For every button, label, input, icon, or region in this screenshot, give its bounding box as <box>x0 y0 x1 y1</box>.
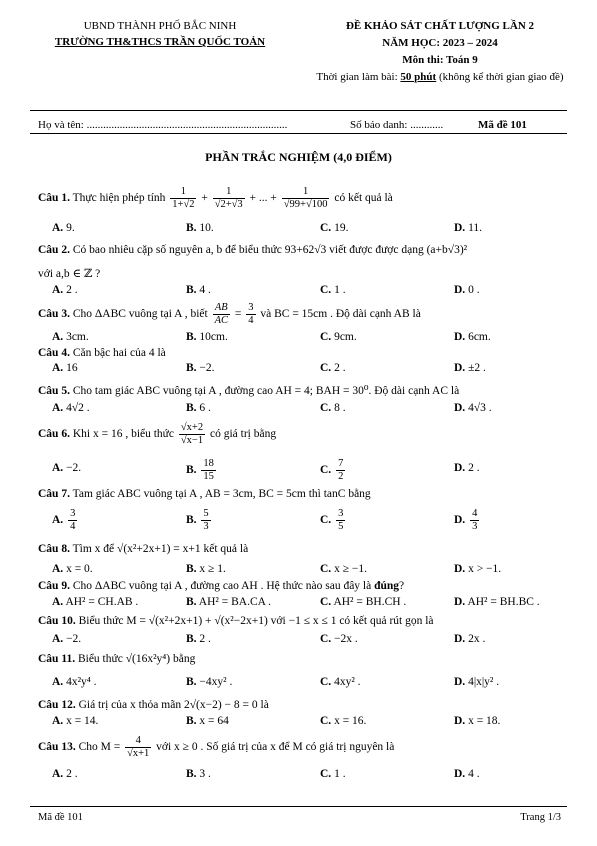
time-info: Thời gian làm bài: 50 phút (không kể thời gian giao đề) <box>316 71 564 83</box>
school-year: NĂM HỌC: 2023 – 2024 <box>382 37 498 49</box>
question-12: Câu 12. Giá trị của x thỏa mãn 2√(x−2) − 8 = 0 là <box>38 699 269 711</box>
page-number: Trang 1/3 <box>520 812 561 823</box>
footer-divider <box>30 806 567 807</box>
option-a: 9. <box>66 222 75 234</box>
exam-title: ĐỀ KHẢO SÁT CHẤT LƯỢNG LẦN 2 <box>345 20 535 32</box>
department-name: UBND THÀNH PHỐ BẮC NINH <box>83 20 237 32</box>
question-4: Câu 4. Căn bậc hai của 4 là <box>38 347 166 359</box>
exam-header <box>290 18 590 86</box>
exam-code: Mã đề 101 <box>478 119 527 131</box>
question-2: Câu 2. Có bao nhiêu cặp số nguyên a, b để biểu thức 93+62√3 viết được được dạng (a+b√3)² <box>38 244 468 256</box>
subject: Môn thi: Toán 9 <box>402 54 478 66</box>
question-6: Câu 6. Khi x = 16 , biểu thức $\frac{√x+2}{√x-1}$ có giá trị bằng <box>38 422 277 446</box>
question-8: Câu 8. Tìm x để √(x²+2x+1) = x+1 kết quả là <box>38 543 249 555</box>
option-c: 19. <box>334 222 349 234</box>
question-5: Câu 5. Cho tam giác ABC vuông tại A , đường cao AH = 4; BAH = 30⁰. Độ dài cạnh AC là <box>38 385 460 397</box>
question-1: Câu 1. Thực hiện phép tính $\frac{1}{1+√2}$ + $\frac{1}{√2+√3}$ + ... + $\frac{1}{√99+√100}$ có kết quả là <box>38 186 393 210</box>
question-11: Câu 11. Biểu thức √(16x²y⁴) bằng <box>38 653 196 665</box>
question-3: Câu 3. Cho ΔABC vuông tại A , biết $\frac{AB}{AC}$ = $\frac{3}{4}$ và BC = 15cm . Độ dài cạnh AB là <box>38 302 421 326</box>
option-d: 11. <box>468 222 483 234</box>
question-13: Câu 13. Cho M = $\frac{4}{√x+1}$ với x ≥ 0 . Số giá trị của x để M có giá trị nguyên là <box>38 735 395 759</box>
option-b: 10. <box>199 222 214 234</box>
exam-page: UBND THÀNH PHỐ BẮC NINH TRƯỜNG TH&THCS TRẦN QUỐC TOẢN ĐỀ KHẢO SÁT CHẤT LƯỢNG LẦN 2 NĂM HỌC: 2023 – 2024 Môn thi: Toán 9 Thời gian làm bài: 50 phút (không kể thời gian giao đề) Họ và tên: ......................................................................... Số báo danh: ............ Mã đề 101 PHẦN TRẮC NGHIỆM (4,0 ĐIỂM) Câu 1. Thực hiện phép tính $\frac{1}{1+√2}$ + $\frac{1}{√2+√3}$ + ... + $\frac{1}{√99+√100}$ có kết quả là A. 9. B. 10. C. 19. D. 11. Câu 2. Có bao nhiêu cặp số nguyên a, b để biểu thức 93+62√3 viết được được dạng (a+b√3)² với a,b ∈ ℤ ? A. 2 . B. 4 . C. 1 . D. 0 . Câu 3. Cho ΔABC vuông tại A , biết $\frac{AB}{AC}$ = $\frac{3}{4}$ và BC = 15cm . Độ dài cạnh AB là A. 3cm. B. 10cm. C. 9cm. D. 6cm. Câu 4. Căn bậc hai của 4 là A. 16 B. −2. C. 2 . D. ±2 . Câu 5. Cho tam giác ABC vuông tại A , đường cao AH = 4; BAH = 30⁰. Độ dài cạnh AC là A. 4√2 . B. 6 . C. 8 . D. 4√3 . Câu 6. Khi x = 16 , biểu thức $\frac{√x+2}{√x-1}$ có giá trị bằng A. −2. B. $\frac{18}{15}$ C. $\frac{7}{2}$ D. 2 . Câu 7. Tam giác ABC vuông tại A , AB = 3cm, BC = 5cm thì tanC bằng A. $\frac{3}{4}$ B. $\frac{5}{3}$ C. $\frac{3}{5}$ D. $\frac{4}{3}$ Câu 8. Tìm x để √(x²+2x+1) = x+1 kết quả là A. x = 0. B. x ≥ 1. C. x ≥ −1. D. x > −1. Câu 9. Cho ΔABC vuông tại A , đường cao AH . Hệ thức nào sau đây là đúng? A. AH² = CH.AB . B. AH² = BA.CA . C. AH² = BH.CH . D. AH² = BH.BC . Câu 10. Biểu thức M = √(x²+2x+1) + √(x²−2x+1) với −1 ≤ x ≤ 1 có kết quả rút gọn là A. −2. B. 2 . C. −2x . D. 2x . Câu 11. Biểu thức √(16x²y⁴) bằng A. 4x²y⁴ . B. −4xy² . C. 4xy² . D. 4|x|y² . Câu 12. Giá trị của x thỏa mãn 2√(x−2) − 8 = 0 là A. x = 14. B. x = 64 C. x = 16. D. x = 18. Câu 13. Cho M = $\frac{4}{√x+1}$ với x ≥ 0 . Số giá trị của x để M có giá trị nguyên là A. 2 . B. 3 . C. 1 . D. 4 . Mã đề 101 Trang 1/3 <box>0 0 597 846</box>
footer-code: Mã đề 101 <box>38 812 83 823</box>
school-header <box>30 18 290 50</box>
divider <box>30 133 567 134</box>
name-field: Họ và tên: ......................................................................... <box>38 119 288 131</box>
question-9: Câu 9. Cho ΔABC vuông tại A , đường cao AH . Hệ thức nào sau đây là đúng? <box>38 580 405 592</box>
question-7: Câu 7. Tam giác ABC vuông tại A , AB = 3cm, BC = 5cm thì tanC bằng <box>38 488 371 500</box>
question-2-line2: với a,b ∈ ℤ ? <box>38 268 101 280</box>
school-name: TRƯỜNG TH&THCS TRẦN QUỐC TOẢN <box>54 36 266 48</box>
section-title: PHẦN TRẮC NGHIỆM (4,0 ĐIỂM) <box>205 150 392 164</box>
question-10: Câu 10. Biểu thức M = √(x²+2x+1) + √(x²−2x+1) với −1 ≤ x ≤ 1 có kết quả rút gọn là <box>38 615 434 627</box>
sbd-field: Số báo danh: ............ <box>350 119 444 131</box>
divider <box>30 110 567 111</box>
